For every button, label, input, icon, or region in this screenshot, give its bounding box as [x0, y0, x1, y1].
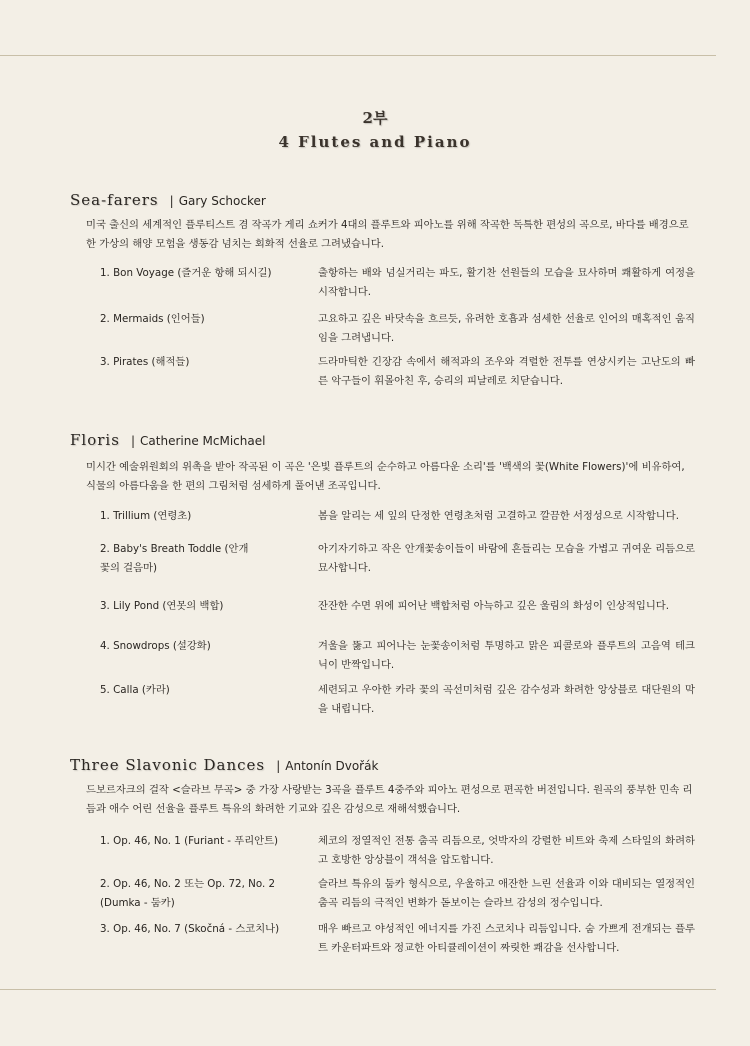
movement-description: 잔잔한 수면 위에 피어난 백합처럼 아늑하고 깊은 울림의 화성이 인상적입니다.: [318, 600, 670, 612]
piece-heading: [70, 430, 265, 449]
movement-description: 아기자기하고 작은 안개꽃송이들이 바람에 흔들리는 모습을 가볍고 귀여운 리듬으로 묘사합니다.: [318, 543, 695, 574]
composer-name: | Gary Schocker: [169, 194, 266, 208]
bottom-divider: [0, 989, 716, 990]
composer-name: | Catherine McMichael: [131, 434, 266, 448]
part-number: 2부: [362, 109, 388, 127]
movement-title: 2. Op. 46, No. 2 또는 Op. 72, No. 2 (Dumka - 둠카): [100, 878, 276, 909]
movement-description: 슬라브 특유의 둠카 형식으로, 우울하고 애잔한 느린 선율과 이와 대비되는 열정적인 춤곡 리듬의 극적인 변화가 돋보이는 슬라브 감성의 정수입니다.: [318, 878, 695, 909]
movement-title: 3. Lily Pond (연못의 백합): [100, 600, 224, 612]
top-divider: [0, 55, 716, 56]
piece-heading: [70, 755, 378, 774]
movement-description: 체코의 정열적인 전통 춤곡 리듬으로, 엇박자의 강렬한 비트와 축제 스타일의 화려하고 호방한 앙상블이 객석을 압도합니다.: [318, 835, 695, 866]
movement-description: 봄을 알리는 세 잎의 단정한 연령초처럼 고결하고 깔끔한 서정성으로 시작합니다.: [318, 510, 679, 522]
movement-title: 3. Op. 46, No. 7 (Skočná - 스코치나): [100, 923, 280, 935]
part-title: 4 Flutes and Piano: [278, 133, 472, 151]
movement-title: 1. Op. 46, No. 1 (Furiant - 푸리안트): [100, 835, 279, 847]
piece-description: 미시간 예술위원회의 위촉을 받아 작곡된 이 곡은 '은빛 플루트의 순수하고 아름다운 소리'를 '백색의 꽃(White Flowers)'에 비유하여, 식물의 아름다움을 한 편의 그림처럼 섬세하게 풀어낸 조곡입니다.: [86, 461, 685, 492]
movement-title: 1. Trillium (연령초): [100, 510, 192, 522]
piece-title: Floris: [70, 431, 120, 449]
piece-title: Three Slavonic Dances: [70, 756, 266, 774]
movement-description: 고요하고 깊은 바닷속을 흐르듯, 유려한 호흡과 섬세한 선율로 인어의 매혹적인 움직임을 그려냅니다.: [318, 313, 695, 344]
piece-title: Sea-farers: [70, 191, 159, 209]
movement-description: 드라마틱한 긴장감 속에서 해적과의 조우와 격렬한 전투를 연상시키는 고난도의 빠른 악구들이 휘몰아친 후, 승리의 피날레로 치닫습니다.: [318, 356, 695, 387]
composer-name: | Antonín Dvořák: [276, 759, 379, 773]
movement-description: 매우 빠르고 야성적인 에너지를 가진 스코치나 리듬입니다. 숨 가쁘게 전개되는 플루트 카운터파트와 정교한 아티큘레이션이 짜릿한 쾌감을 선사합니다.: [318, 923, 695, 954]
movement-title: 2. Baby's Breath Toddle (안개꽃의 걸음마): [100, 543, 249, 574]
movement-description: 겨울을 뚫고 피어나는 눈꽃송이처럼 투명하고 맑은 피콜로와 플루트의 고음역 테크닉이 반짝입니다.: [318, 640, 695, 671]
piece-heading: [70, 190, 266, 209]
movement-description: 출항하는 배와 넘실거리는 파도, 활기찬 선원들의 모습을 묘사하며 쾌활하게 여정을 시작합니다.: [318, 267, 695, 298]
movement-title: 4. Snowdrops (설강화): [100, 640, 211, 652]
movement-title: 1. Bon Voyage (즐거운 항해 되시길): [100, 267, 272, 279]
movement-title: 3. Pirates (해적들): [100, 356, 190, 368]
movement-description: 세련되고 우아한 카라 꽃의 곡선미처럼 깊은 감수성과 화려한 앙상블로 대단원의 막을 내립니다.: [318, 684, 695, 715]
movement-title: 2. Mermaids (인어들): [100, 313, 205, 325]
movement-title: 5. Calla (카라): [100, 684, 170, 696]
piece-description: 드보르자크의 걸작 <슬라브 무곡> 중 가장 사랑받는 3곡을 플루트 4중주와 피아노 편성으로 편곡한 버전입니다. 원곡의 풍부한 민속 리듬과 애수 어린 선율을 플루트 특유의 화려한 기교와 깊은 감성으로 재해석했습니다.: [86, 784, 693, 815]
piece-description: 미국 출신의 세계적인 플루티스트 겸 작곡가 게리 쇼커가 4대의 플루트와 피아노를 위해 작곡한 독특한 편성의 곡으로, 바다를 배경으로 한 가상의 해양 모험을 생동감 넘치는 회화적 선율로 그려냈습니다.: [86, 219, 689, 250]
